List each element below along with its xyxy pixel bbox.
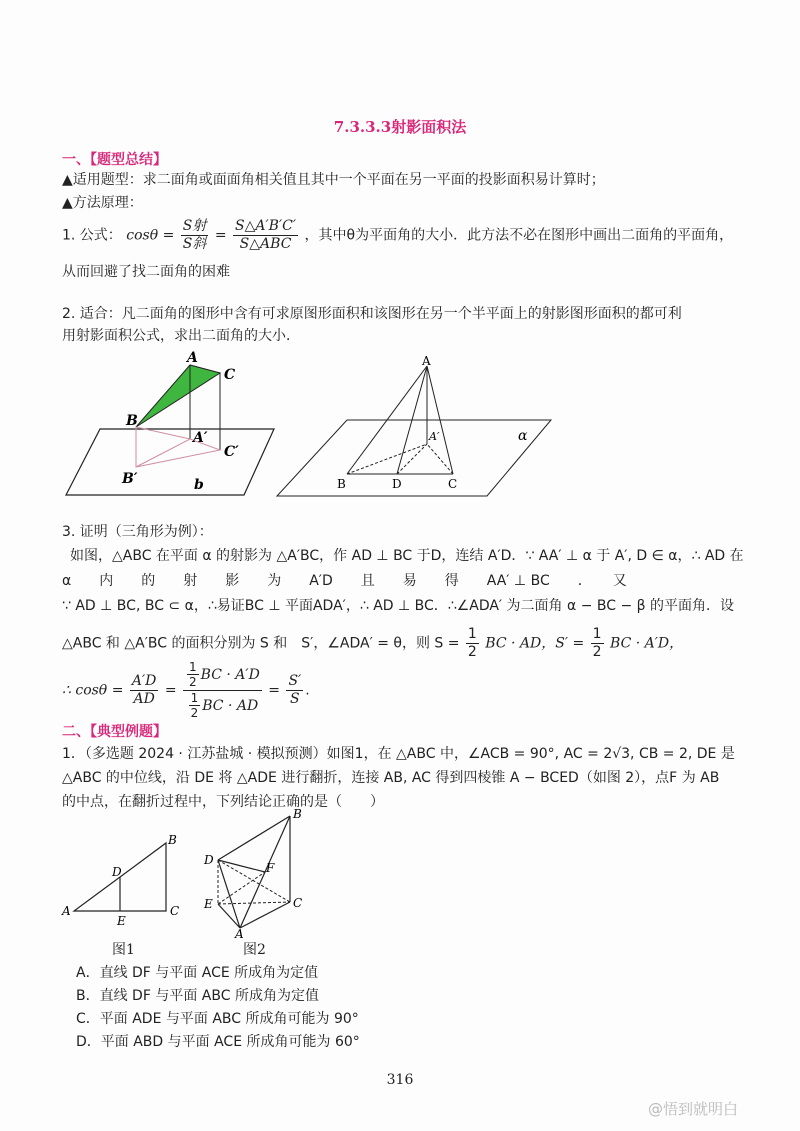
plane-alpha bbox=[277, 420, 551, 496]
label-alpha: α bbox=[518, 428, 528, 444]
label-b: B bbox=[168, 833, 177, 847]
bc-apd: BC · A′D bbox=[200, 666, 260, 683]
page-number: 316 bbox=[386, 1072, 414, 1088]
proof-line-4-c: BC · A′D， bbox=[610, 635, 684, 652]
watermark: @悟到就明白 bbox=[648, 1100, 739, 1118]
proof-line-2: α 内 的 射 影 为 A′D 且 易 得 AA′ ⊥ BC ． 又 bbox=[62, 573, 627, 589]
edge-df bbox=[218, 860, 265, 872]
denominator: 2 bbox=[190, 706, 199, 721]
green-triangle bbox=[136, 365, 220, 427]
proof-line-4 bbox=[62, 626, 752, 661]
edge-da bbox=[218, 860, 240, 928]
question-line-1: 1．（多选题 2024 · 江苏盐城 · 模拟预测）如图1，在 △ABC 中，∠ACB = 90°, AC = 2√3, CB = 2, DE 是 bbox=[62, 746, 735, 762]
formula-prefix: 1. 公式： bbox=[62, 227, 122, 244]
numerator: 1 bbox=[189, 660, 197, 674]
numerator: S′ bbox=[288, 672, 302, 689]
proof-line-4-b: BC · AD，S′ = bbox=[485, 635, 585, 652]
page-title: 7.3.3.3射影面积法 bbox=[333, 118, 467, 136]
fraction-sp-over-s bbox=[286, 673, 303, 708]
fraction-shadow-over-original bbox=[181, 218, 209, 253]
figure-1 bbox=[62, 828, 192, 928]
label-b: B bbox=[126, 413, 138, 429]
label-c: C bbox=[448, 477, 458, 491]
section-heading-examples: 二、【典型例题】 bbox=[62, 724, 167, 740]
dashed-b-aprime bbox=[347, 444, 427, 474]
numerator: A′D bbox=[131, 672, 157, 689]
fraction-half bbox=[189, 691, 201, 721]
label-a: A bbox=[187, 350, 198, 366]
label-a: A bbox=[235, 927, 244, 941]
label-f: F bbox=[266, 861, 275, 875]
label-b: B bbox=[337, 477, 346, 491]
numerator: 1 bbox=[190, 690, 199, 705]
cos-theta: cosθ = bbox=[126, 227, 175, 244]
label-b: B bbox=[293, 807, 302, 821]
proof-line-3: ∵ AD ⊥ BC, BC ⊂ α，∴易证BC ⊥ 平面ADA′，∴ AD ⊥ BC．∴∠ADA′ 为二面角 α − BC − β 的平面角．设 bbox=[62, 598, 735, 614]
numerator bbox=[183, 660, 262, 691]
method-principle: ▲方法原理： bbox=[62, 195, 143, 211]
numerator: 1 bbox=[467, 626, 477, 642]
formula-suffix: ，其中θ为平面角的大小．此方法不必在图形中画出二面角的平面角， bbox=[304, 227, 734, 244]
section-heading-summary: 一、【题型总结】 bbox=[62, 152, 167, 168]
edge-ec bbox=[218, 902, 290, 904]
label-c: C bbox=[170, 904, 180, 918]
label-c: C bbox=[224, 367, 236, 383]
numerator: 1 bbox=[592, 626, 602, 642]
label-d: D bbox=[112, 865, 122, 879]
equals: = bbox=[164, 682, 177, 699]
label-a: A bbox=[422, 354, 431, 368]
label-e: E bbox=[117, 914, 126, 928]
option-d: D．平面 ABD 与平面 ACE 所成角可能为 60° bbox=[76, 1034, 360, 1050]
fraction-half bbox=[591, 626, 604, 661]
figure-2 bbox=[200, 807, 320, 941]
projection-figure-left bbox=[62, 345, 277, 505]
denominator: 2 bbox=[189, 675, 197, 690]
proof-line-5 bbox=[62, 660, 752, 721]
edge-bd bbox=[218, 816, 290, 860]
fraction-half bbox=[466, 626, 479, 661]
fraction-compound bbox=[183, 660, 262, 721]
denominator: AD bbox=[133, 690, 155, 707]
label-b-prime: B′ bbox=[122, 471, 138, 487]
option-c: C．平面 ADE 与平面 ABC 所成角可能为 90° bbox=[76, 1011, 359, 1027]
bc-ad: BC · AD bbox=[202, 697, 259, 714]
label-d: D bbox=[204, 853, 214, 867]
fit-line-2: 用射影面积公式，求出二面角的大小． bbox=[62, 328, 300, 344]
numerator: S射 bbox=[182, 218, 207, 234]
question-line-2: △ABC 的中位线，沿 DE 将 △ADE 进行翻折，连接 AB, AC 得到四棱锥 A − BCED（如图 2），点F 为 AB bbox=[62, 770, 720, 786]
pyramid-figure-right bbox=[275, 354, 555, 500]
figure-2-caption: 图2 bbox=[243, 942, 266, 958]
label-e: E bbox=[204, 897, 213, 911]
formula-line: 1. 公式： cosθ = $\frac{\text{S射}}{\text{S斜}}$ = $\frac{S\triangle A'B'C'}{\text{S△ABC}}$ ，其中θ为平面角的大小．此方法不必在图形中画出二面角的平面角， bbox=[62, 218, 734, 252]
period: . bbox=[305, 682, 310, 699]
cos-theta: ∴ cosθ = bbox=[62, 682, 124, 699]
denominator: S bbox=[290, 690, 300, 707]
proof-line-1: 如图，△ABC 在平面 α 的射影为 △A′BC，作 AD ⊥ BC 于D，连结 A′D．∵ AA′ ⊥ α 于 A′, D ∈ α，∴ AD 在 bbox=[70, 548, 744, 564]
denominator: 2 bbox=[467, 643, 477, 660]
option-b: B．直线 DF 与平面 ABC 所成角为定值 bbox=[76, 988, 319, 1004]
question-line-3: 的中点，在翻折过程中，下列结论正确的是（ ） bbox=[62, 794, 384, 810]
denominator bbox=[183, 691, 262, 721]
label-d: D bbox=[392, 477, 402, 491]
fraction-half bbox=[187, 660, 199, 690]
proof-heading: 3. 证明（三角形为例）： bbox=[62, 524, 213, 540]
label-a: A bbox=[62, 904, 71, 918]
fraction-area-ratio bbox=[233, 218, 298, 253]
equals: = bbox=[268, 682, 280, 699]
edge-ac bbox=[240, 902, 290, 928]
proof-line-4-a: △ABC 和 △A′BC 的面积分别为 S 和 S′，∠ADA′ = θ，则 S = bbox=[62, 635, 460, 652]
denominator: 2 bbox=[592, 643, 602, 660]
formula-line-2: 从而回避了找二面角的困难 bbox=[62, 264, 230, 280]
option-a: A．直线 DF 与平面 ACE 所成角为定值 bbox=[76, 965, 319, 981]
label-plane-b: b bbox=[194, 477, 204, 493]
figure-1-caption: 图1 bbox=[112, 942, 135, 958]
fraction-apd-over-ad bbox=[130, 673, 159, 708]
numerator: S△A′B′C′ bbox=[235, 218, 297, 234]
plane bbox=[66, 429, 274, 495]
denominator: S△ABC bbox=[239, 235, 292, 252]
fit-line-1: 2. 适合：凡二面角的图形中含有可求原图形面积和该图形在另一个半平面上的射影图形面积的都可利 bbox=[62, 306, 682, 322]
label-c: C bbox=[293, 896, 303, 910]
applicable-type: ▲适用题型：求二面角或面面角相关值且其中一个平面在另一平面的投影面积易计算时； bbox=[62, 172, 605, 188]
label-c-prime: C′ bbox=[224, 444, 239, 460]
label-a-prime: A′ bbox=[429, 430, 440, 443]
label-a-prime: A′ bbox=[193, 430, 208, 446]
denominator: S斜 bbox=[182, 235, 207, 252]
